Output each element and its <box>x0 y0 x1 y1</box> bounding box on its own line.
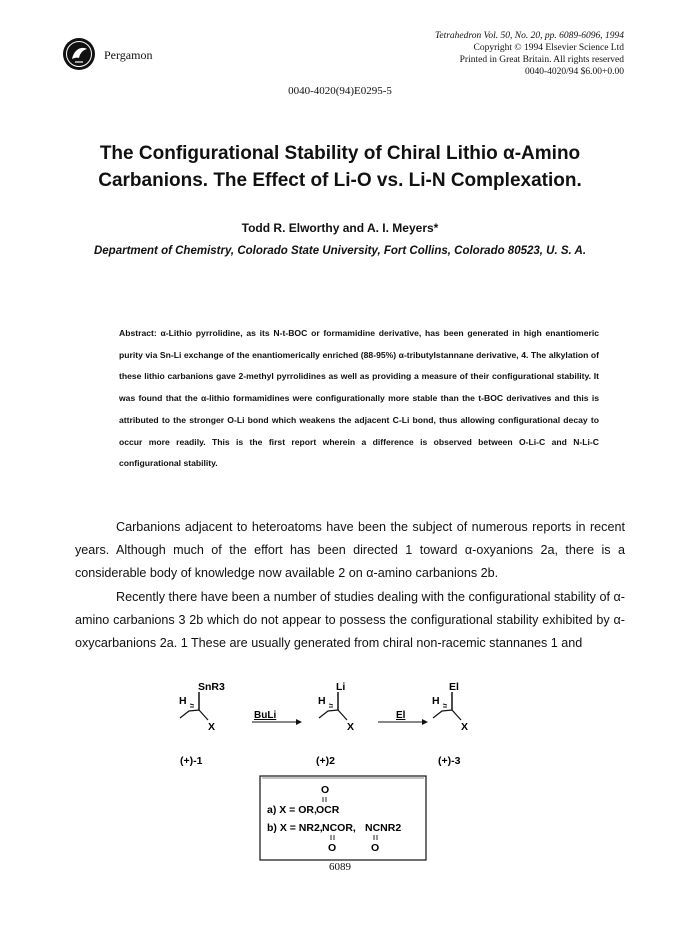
author-list: Todd R. Elworthy and A. I. Meyers* <box>241 221 439 235</box>
abstract-label: Abstract: <box>119 328 157 338</box>
body-text <box>75 516 625 655</box>
carbonyl-o-b1: O <box>328 842 337 854</box>
substituent-1: SnR3 <box>198 681 225 693</box>
structure-2 <box>318 681 354 733</box>
structure-3 <box>432 681 468 733</box>
option-b-group-1: NCOR, <box>322 822 356 834</box>
option-a-prefix: a) X = OR, <box>267 804 317 816</box>
paper-title <box>40 140 640 194</box>
title-line-2: Carbanions. The Effect of Li-O vs. Li-N Complexation. <box>98 170 582 191</box>
arrow-buli <box>252 710 302 725</box>
abstract-text: α-Lithio pyrrolidine, as its N-t-BOC or formamidine derivative, has been generated in high enantiomeric purity via Sn-Li exchange of the enantiomerically enriched (88-95%) α-tributylstannane derivative, 4. The alkylation of these lithio carbanions gave 2-methyl pyrrolidines as well as providing a measure of their configurational stability. It was found that the α-lithio formamidines were configurationally more stable than the t-BOC derivatives and this is attributed to the stronger O-Li bond which weakens the adjacent C-Li bond, thus allowing configurational decay to occur more readily. This is the first report wherein a difference is observed between O-Li-C and N-Li-C configurational stability. <box>119 328 599 469</box>
compound-label-2: (+)2 <box>316 755 335 767</box>
option-b-prefix: b) X = NR2, <box>267 822 323 834</box>
reaction-scheme <box>170 678 510 928</box>
substituent-3: El <box>449 681 459 693</box>
carbonyl-o-b2: O <box>371 842 380 854</box>
journal-info <box>324 30 624 78</box>
pergamon-logo-icon <box>62 37 96 71</box>
compound-label-3: (+)-3 <box>438 755 461 767</box>
option-b-group-2: NCNR2 <box>365 822 402 834</box>
paragraph-1: Carbanions adjacent to heteroatoms have been the subject of numerous reports in recent years. Although much of the effort has been directed 1 toward α-oxyanions 2a, there is a considerable body of knowledge now available 2 on α-amino carbanions 2b. <box>75 520 625 581</box>
structure-1 <box>179 681 225 733</box>
option-a-group: OCR <box>316 804 340 816</box>
affiliation: Department of Chemistry, Colorado State University, Fort Collins, Colorado 80523, U. S. A. <box>93 245 587 257</box>
reagent-el: El <box>396 710 406 721</box>
substituent-2: Li <box>336 681 346 693</box>
reagent-buli: BuLi <box>254 710 277 721</box>
journal-citation: Tetrahedron Vol. 50, No. 20, pp. 6089-6096, 1994 <box>434 31 624 41</box>
h-label-3: H <box>432 695 440 707</box>
x-label-1: X <box>208 721 216 733</box>
rights-line: Printed in Great Britain. All rights reserved <box>459 55 624 65</box>
compound-label-1: (+)-1 <box>180 755 203 767</box>
publisher-name: Pergamon <box>104 48 153 62</box>
article-doi: 0040-4020(94)E0295-5 <box>288 85 392 97</box>
copyright-line: Copyright © 1994 Elsevier Science Ltd <box>473 43 624 53</box>
x-label-3: X <box>461 721 469 733</box>
substituent-box <box>260 776 426 860</box>
carbonyl-o-a: O <box>321 784 330 796</box>
price-line: 0040-4020/94 $6.00+0.00 <box>524 67 624 77</box>
arrow-electrophile <box>378 710 428 725</box>
h-label-2: H <box>318 695 326 707</box>
abstract <box>119 323 599 475</box>
paragraph-2: Recently there have been a number of studies dealing with the configurational stability of α-amino carbanions 3 2b which do not appear to possess the configurational stability exhibited by α-oxycarbanions 2a. 1 These are usually generated from chiral non-racemic stannanes 1 and <box>75 589 625 651</box>
title-line-1: The Configurational Stability of Chiral Lithio α-Amino <box>99 143 581 164</box>
x-label-2: X <box>347 721 355 733</box>
h-label-1: H <box>179 695 187 707</box>
page-number: 6089 <box>329 861 351 873</box>
